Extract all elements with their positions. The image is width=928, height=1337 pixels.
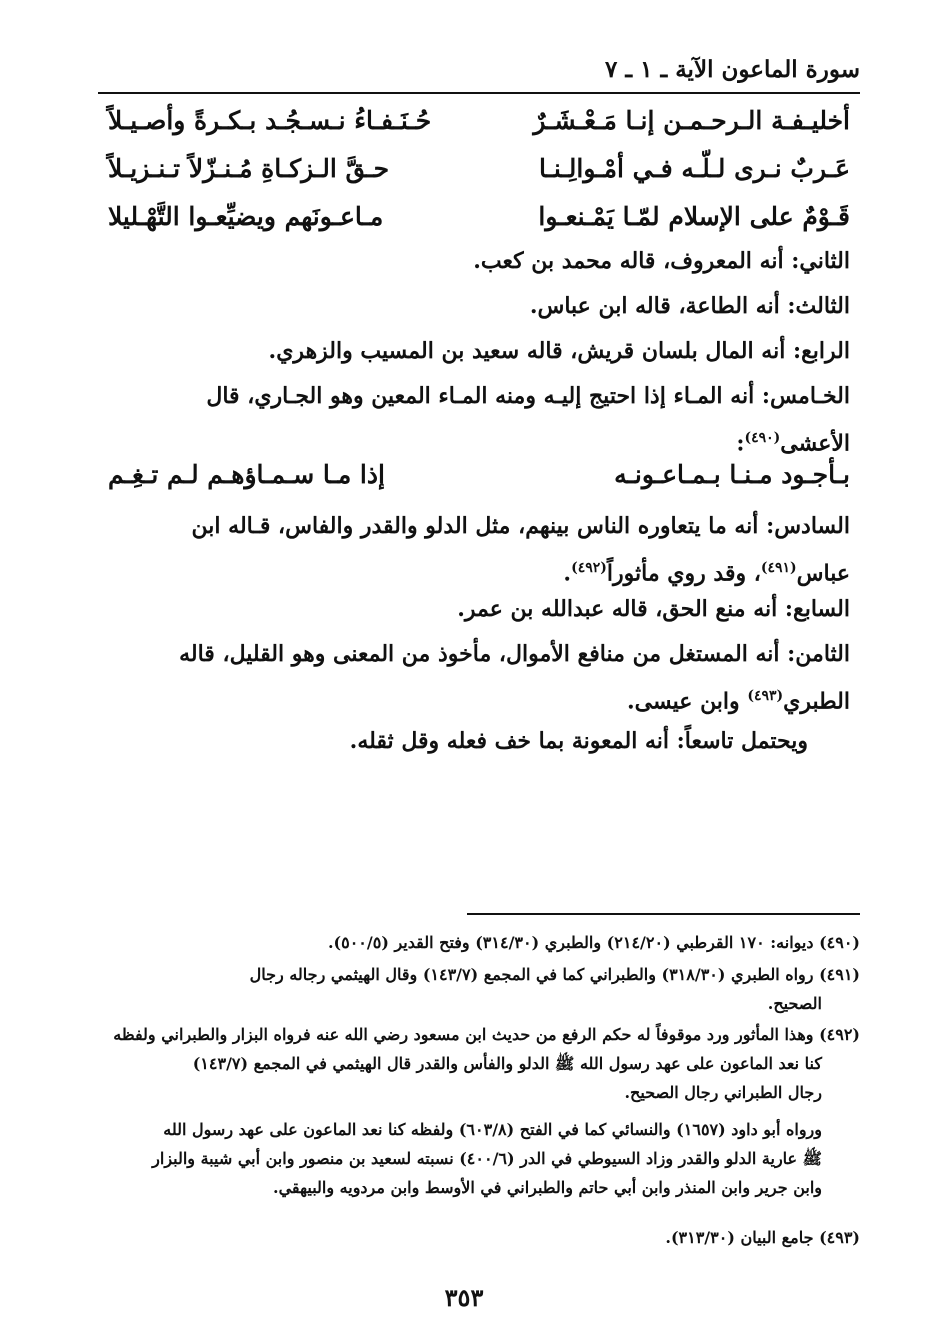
paragraph-text: الطبري [783,688,850,715]
paragraph-seventh [108,588,850,630]
footnote-line: ﷺ عارية الدلو والقدر وزاد السيوطي في الدر (٤٠٠/٦) نسبته لسعيد بن منصور وابن أبي شيبة والبزار [152,1149,822,1168]
paragraph-line: السابع: أنه منع الحق، قاله عبدالله بن عمر. [457,596,850,622]
paragraph-fifth [108,375,850,464]
footnote-line: (٤٩٢) وهذا المأثور ورد موقوفاً له حكم الرفع من حديث ابن مسعود رضي الله عنه فرواه البزار والطبراني ولفظه [113,1025,860,1044]
footnote-line: رجال الطبراني رجال الصحيح. [624,1083,822,1102]
poem-block [108,102,850,246]
footnote-line: وابن جرير وابن المنذر وابن أبي حاتم والطبراني في الأوسط وابن مردويه والبيهقي. [273,1178,822,1197]
footnote-line: (٤٩٣) جامع البيان (٣١٣/٣٠). [665,1228,860,1247]
header-title: سورة الماعون الآية ـ ١ ـ ٧ [604,56,860,83]
footnote-line: (٤٩٠) ديوانه: ١٧٠ القرطبي (٢١٤/٢٠) والطبري (٣١٤/٣٠) وفتح القدير (٥٠٠/٥). [327,933,860,952]
verse-1 [108,102,850,150]
footnote-reference: (٤٩٠) [744,430,781,446]
footnote-line: الصحيح. [767,994,822,1013]
verse-4-first-hemistich: بـأجـود مـنـا بـمـاعـونـه [614,460,850,489]
footnote-line: ورواه أبو داود (١٦٥٧) والنسائي كما في الفتح (٦٠٣/٨) ولفظه كنا نعد الماعون على عهد رسول الله [163,1120,822,1139]
footnote-reference: (٤٩١) [760,560,797,576]
verse-2-first-hemistich: عَـربٌ نـرى لـلّـه فـي أمْـوالِـنـا [538,154,850,183]
paragraph-text: ، وقد روي مأثوراً [606,560,761,587]
paragraph-ninth [108,720,850,762]
verse-3-second-hemistich: مـاعـونَهم ويضيِّعـوا التَّهْـليلا [108,202,384,231]
paragraph-line: الثامن: أنه المستغل من منافع الأموال، مأخوذ من المعنى وهو القليل، قاله [179,641,850,667]
verse-3 [108,198,850,246]
poem-block-2 [108,456,850,504]
footnote-line: كنا نعد الماعون على عهد رسول الله ﷺ الدلو والفأس والقدر قال الهيثمي في المجمع (١٤٣/٧) [192,1054,822,1073]
paragraph-line [108,675,850,722]
footnote-reference: (٤٩٣) [747,688,784,704]
paragraph-line: ويحتمل تاسعاً: أنه المعونة بما خف فعله وقل ثقله. [349,728,808,754]
paragraph-text: . [563,560,572,587]
header-rule [98,92,860,94]
verse-1-second-hemistich: حُـنَـفـاءُ نـسـجُـد بـكـرةً وأصـيـلاً [108,106,432,135]
paragraph-line: الرابع: أنه المال بلسان قريش، قاله سعيد بن المسيب والزهري. [268,338,850,364]
paragraph-third [108,285,850,327]
paragraph-text: عباس [796,560,850,587]
paragraph-text: : [736,430,745,457]
verse-2-second-hemistich: حـقَّ الـزكـاةِ مُـنـزّلاً تـنـزيـلاً [108,154,390,183]
paragraph-line: الخـامس: أنه المـاء إذا احتيج إليـه ومنه المـاء المعين وهو الجـاري، قال [206,383,850,409]
verse-2 [108,150,850,198]
page-number: ٣٥٣ [444,1283,484,1312]
paragraph-text: وابن عيسى. [627,688,748,715]
running-header [98,52,860,94]
paragraph-eighth [108,633,850,722]
paragraph-text: الأعشى [780,430,850,457]
paragraph-line: الثالث: أنه الطاعة، قاله ابن عباس. [529,293,850,319]
paragraph-sixth [108,505,850,594]
footnote-491 [112,960,860,1018]
paragraph-second [108,240,850,282]
footnote-line: (٤٩١) رواه الطبري (٣١٨/٣٠) والطبراني كما في المجمع (١٤٣/٧) وقال الهيثمي رجاله رجال [249,965,860,984]
verse-1-first-hemistich: أخليـفـة الـرحـمـن إنـا مَـعْـشَـرٌ [533,106,850,135]
footnote-492 [112,1020,860,1202]
paragraph-line: السادس: أنه ما يتعاوره الناس بينهم، مثل الدلو والقدر والفاس، قـاله ابن [191,513,850,539]
footnote-reference: (٤٩٢) [571,560,607,576]
paragraph-line: الثاني: أنه المعروف، قاله محمد بن كعب. [473,248,850,274]
footnote-490 [112,928,860,957]
footnote-493 [112,1223,860,1252]
paragraph-fourth [108,330,850,372]
verse-4-second-hemistich: إذا مـا سـمـاؤهـم لـم تـغِـم [108,460,385,489]
verse-4 [108,456,850,504]
footnote-separator [467,913,860,915]
verse-3-first-hemistich: قَـوْمٌ على الإسلام لمّـا يَمْـنعـوا [538,202,850,231]
